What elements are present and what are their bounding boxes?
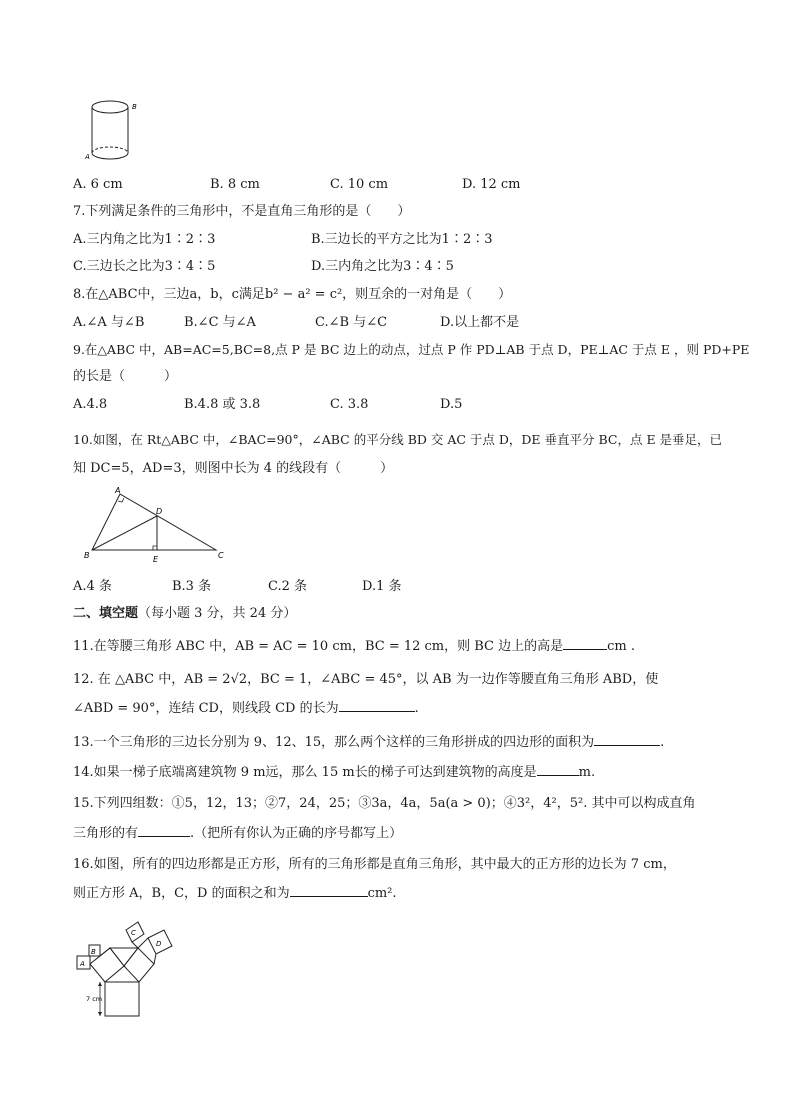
section-2-note: （每小题 3 分，共 24 分） (138, 606, 297, 621)
q11-text: 11.在等腰三角形 ABC 中，AB = AC = 10 cm，BC = 12 cm，则 BC 边上的高是 (73, 639, 564, 654)
q12-text: ∠ABD = 90°，连结 CD，则线段 CD 的长为 (73, 701, 339, 716)
q10-option-b: B.3 条 (172, 579, 212, 594)
q10-option-d: D.1 条 (362, 579, 402, 594)
squares-figure (72, 912, 184, 1020)
q9-stem-line2: 的长是（ ） (73, 369, 178, 384)
q8-option-c: C.∠B 与∠C (315, 315, 388, 330)
q6-option-c: C. 10 cm (330, 177, 389, 192)
q10-option-a: A.4 条 (73, 579, 112, 594)
q16-answer-blank[interactable] (290, 884, 368, 897)
q13-answer-blank[interactable] (594, 733, 660, 746)
q9-option-d: D.5 (440, 397, 463, 412)
q11 (73, 637, 635, 655)
q7-option-a: A.三内角之比为1∶2∶3 (73, 232, 216, 247)
section-2-heading (73, 606, 296, 622)
q13-text: 13.一个三角形的三边长分别为 9、12、15，那么两个这样的三角形拼成的四边形的面积为 (73, 735, 595, 750)
q8-option-a: A.∠A 与∠B (73, 315, 145, 330)
q9-option-c: C. 3.8 (330, 397, 369, 412)
square-label-b: B (91, 948, 96, 956)
squares-label-side: 7 cm (86, 995, 103, 1003)
triangle-label-b: B (84, 551, 90, 560)
triangle-figure (80, 484, 230, 566)
q11-answer-blank[interactable] (563, 637, 607, 650)
q14-unit: m. (578, 765, 596, 780)
cylinder-label-b: B (132, 103, 137, 111)
square-label-c: C (131, 929, 136, 937)
q8-stem: 8.在△ABC中，三边a，b，c满足b² − a² = c²，则互余的一对角是（ ） (73, 287, 512, 302)
q14 (73, 763, 595, 781)
q11-unit: cm . (607, 639, 636, 654)
q16-text: 则正方形 A，B，C，D 的面积之和为 (73, 886, 290, 901)
q15-text: 三角形的有 (73, 826, 139, 841)
q15-answer-blank[interactable] (138, 824, 190, 837)
q9-option-b: B.4.8 或 3.8 (184, 397, 261, 412)
q13-end: . (660, 735, 665, 750)
q6-option-a: A. 6 cm (73, 177, 123, 192)
q6-option-d: D. 12 cm (462, 177, 521, 192)
q7-option-d: D.三内角之比为3∶4∶5 (311, 259, 454, 274)
triangle-label-a: A (115, 486, 121, 495)
q14-answer-blank[interactable] (537, 763, 579, 776)
q16-line2 (73, 884, 397, 902)
q16-line1: 16.如图，所有的四边形都是正方形，所有的三角形都是直角三角形，其中最大的正方形的边长为 7 cm， (73, 857, 676, 872)
section-2-title: 二、填空题 (73, 606, 139, 621)
triangle-label-e: E (153, 555, 159, 564)
q6-option-b: B. 8 cm (210, 177, 260, 192)
q15-note: .（把所有你认为正确的序号都写上） (190, 826, 403, 841)
q12-line2 (73, 699, 419, 717)
square-label-d: D (156, 940, 162, 948)
q12-end: . (414, 701, 419, 716)
q10-option-c: C.2 条 (268, 579, 308, 594)
q12-answer-blank[interactable] (339, 699, 415, 712)
q8-option-d: D.以上都不是 (440, 315, 520, 330)
triangle-label-c: C (218, 551, 224, 560)
q7-option-c: C.三边长之比为3∶4∶5 (73, 259, 216, 274)
q14-text: 14.如果一梯子底端离建筑物 9 m远，那么 15 m长的梯子可达到建筑物的高度是 (73, 765, 537, 780)
square-label-a: A (80, 960, 85, 968)
q9-stem-line1: 9.在△ABC 中，AB=AC=5,BC=8,点 P 是 BC 边上的动点，过点 P 作 PD⊥AB 于点 D，PE⊥AC 于点 E ，则 PD+PE (73, 342, 750, 357)
q10-stem-line2: 知 DC=5，AD=3，则图中长为 4 的线段有（ ） (73, 461, 394, 476)
q7-stem: 7.下列满足条件的三角形中，不是直角三角形的是（ ） (73, 204, 411, 219)
q16-unit: cm². (367, 886, 397, 901)
q9-option-a: A.4.8 (73, 397, 108, 412)
cylinder-label-a: A (85, 153, 90, 161)
q13 (73, 733, 664, 751)
q15-line2 (73, 824, 402, 842)
q10-stem-line1: 10.如图，在 Rt△ABC 中，∠BAC=90°，∠ABC 的平分线 BD 交 AC 于点 D，DE 垂直平分 BC，点 E 是垂足，已 (73, 432, 723, 447)
q8-option-b: B.∠C 与∠A (184, 315, 256, 330)
q7-option-b: B.三边长的平方之比为1∶2∶3 (311, 232, 493, 247)
triangle-label-d: D (156, 507, 163, 516)
cylinder-figure (82, 95, 152, 170)
q15-line1: 15.下列四组数：①5，12，13；②7，24，25；③3a，4a，5a(a > 0)；④3²，4²，5². 其中可以构成直角 (73, 796, 696, 811)
q12-line1: 12. 在 △ABC 中，AB = 2√2，BC = 1，∠ABC = 45°，以 AB 为一边作等腰直角三角形 ABD，使 (73, 672, 659, 687)
